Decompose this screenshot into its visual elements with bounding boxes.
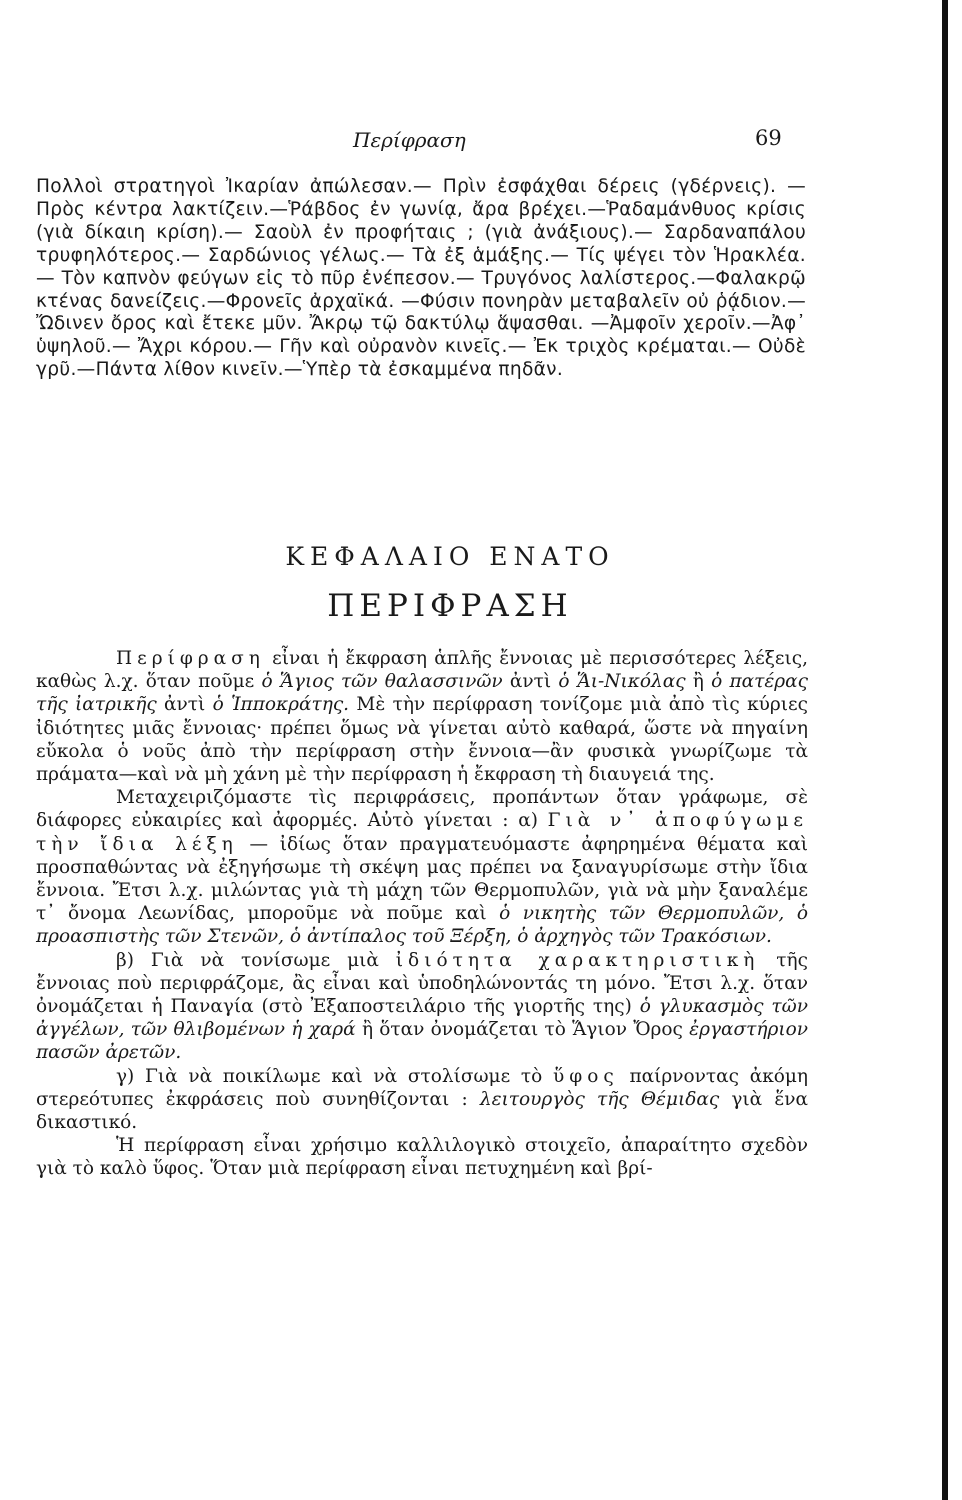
page-edge-shadow	[942, 0, 948, 1500]
text-run: ἀντὶ	[502, 671, 559, 693]
italic-run: ὁ Ἅι-Νικόλας	[558, 671, 686, 693]
text-run: Μὲ τὴν περίφραση τονίζομε μιὰ ἀπὸ τὶς κύριες ἰδιότητες μιᾶς ἔννοιας· πρέπει ὅμως νὰ γίνεται αὐτὸ καθαρά, ὥστε νὰ πηγαίνη εὔκολα ὁ νοῦς ἀπὸ τὴν περίφραση στὴν ἔννοια—ἂν φυσικὰ γνωρίζωμε τὰ πράματα—καὶ νὰ μὴ χάνη μὲ τὴν περίφραση ἡ ἔκφραση τὴ διαυγειά της.	[36, 694, 808, 786]
chapter-label: ΚΕΦΑΛΑΙΟ ΕΝΑΤΟ	[285, 542, 615, 571]
text-run: εἶναι ἡ ἔκφραση ἁπλῆς ἔννοιας μὲ περισσότερες λέξεις, καθὼς λ.χ. ὅταν ποῦμε	[36, 648, 808, 693]
page-number: 69	[755, 126, 782, 150]
spaced-run: ἰδιότητα χαρακτηριστικὴ	[395, 949, 760, 971]
spaced-run: ὕφος	[553, 1065, 619, 1087]
text-run: γιὰ ἕνα δικαστικό.	[36, 1088, 808, 1134]
text-run: — ἰδίως ὅταν πραγματευόμαστε ἀφηρημένα θέματα καὶ προσπαθώντας νὰ ἐξηγήσωμε τὴ σκέψη μας πρέπει να ξαναγυρίσωμε στὴν ἴδια ἔννοια. Ἔτσι λ.χ. μιλώντας γιὰ τὴ μάχη τῶν Θερμοπυλῶν, γιὰ νὰ μὴν ξαναλέμε τ᾽ ὄνομα Λεωνίδας, μποροῦμε νὰ ποῦμε καὶ	[36, 833, 809, 925]
paragraph-beta	[36, 949, 808, 1065]
text-run: β) Γιὰ νὰ τονίσωμε μιὰ	[116, 949, 396, 971]
chapter-title: ΠΕΡΙΦΡΑΣΗ	[327, 588, 573, 624]
text-run: τῆς ἔννοιας ποὺ περιφράζομε, ἂς εἶναι καὶ ὑποδηλώνοντάς τη μόνο. Ἔτσι λ.χ. ὅταν ὀνομάζεται ἡ Παναγία (στὸ Ἐξαποστειλάριο τῆς γιορτῆς της)	[36, 949, 808, 1018]
italic-run: ὁ νικητὴς τῶν Θερμοπυλῶν, ὁ προασπιστὴς τῶν Στενῶν, ὁ ἀντίπαλος τοῦ Ξέρξη, ὁ ἀρχηγὸς τῶν Τρακόσιων.	[36, 903, 808, 948]
italic-run: λειτουργὸς τῆς Θέμιδας	[479, 1088, 720, 1110]
proverbs-list	[36, 176, 806, 382]
text-run: γ) Γιὰ νὰ ποικίλωμε καὶ νὰ στολίσωμε τὸ	[116, 1065, 554, 1087]
page-header	[0, 128, 962, 158]
body-text	[36, 647, 808, 1181]
paragraph-definition	[36, 647, 808, 786]
text-run: ἢ	[685, 671, 712, 693]
italic-run: ὁ Ἅγιος τῶν θαλασσινῶν	[261, 671, 503, 693]
text-run: Ἡ περίφραση εἶναι χρήσιμο καλλιλογικὸ στοιχεῖο, ἀπαραίτητο σχεδὸν γιὰ τὸ καλὸ ὕφος. Ὅταν μιὰ περίφραση εἶναι πετυχημένη καὶ βρί-	[36, 1135, 808, 1180]
italic-run: ὁ Ἱπποκράτης.	[212, 694, 350, 716]
italic-run: ὁ γλυκασμὸς τῶν ἀγγέλων, τῶν θλιβομένων ἡ χαρά	[36, 996, 808, 1041]
proverbs-text: Πολλοὶ στρατηγοὶ Ἰκαρίαν ἀπώλεσαν.— Πρὶν ἐσφάχθαι δέρεις (γδέρνεις). — Πρὸς κέντρα λακτίζειν.—Ῥάβδος ἐν γωνίᾳ, ἄρα βρέχει.—Ῥαδαμάνθυος κρίσις (γιὰ δίκαιη κρίση).— Σαοὺλ ἐν προφήταις ; (γιὰ ἀνάξιους).— Σαρδαναπάλου τρυφηλότερος.— Σαρδώνιος γέλως.— Τὰ ἐξ ἁμάξης.— Τίς ψέγει τὸν Ἡρακλέα.— Τὸν καπνὸν φεύγων εἰς τὸ πῦρ ἐνέπεσον.— Τρυγόνος λαλίστερος.—Φαλακρῷ κτένας δανείζεις.—Φρονεῖς ἀρχαϊκά. —Φύσιν πονηρὰν μεταβαλεῖν οὐ ῥᾴδιον.—Ὤδινεν ὄρος καὶ ἔτεκε μῦν. Ἄκρῳ τῷ δακτύλῳ ἅψασθαι. —Ἀμφοῖν χεροῖν.—Ἀφ᾽ ὑψηλοῦ.— Ἄχρι κόρου.— Γῆν καὶ οὐρανὸν κινεῖς.— Ἐκ τριχὸς κρέμαται.— Οὐδὲ γρῦ.—Πάντα λίθον κινεῖν.—Ὑπὲρ τὰ ἐσκαμμένα πηδᾶν.	[36, 176, 806, 381]
term-periphrasi: Περίφραση	[116, 648, 265, 669]
spaced-run: Γιὰ ν᾽ ἀποφύγωμε τὴν ἴδια λέξη	[36, 810, 808, 855]
paragraph-conclusion	[36, 1134, 808, 1180]
italic-run: ἐργαστήριον πασῶν ἀρετῶν.	[36, 1019, 808, 1064]
text-run: Μεταχειριζόμαστε τὶς περιφράσεις, προπάντων ὅταν γράφωμε, σὲ διάφορες εὐκαιρίες καὶ ἀφορμές. Αὐτὸ γίνεται : α)	[36, 787, 808, 832]
paragraph-gamma	[36, 1065, 808, 1135]
text-run: ἢ ὅταν ὀνομάζεται τὸ Ἅγιον Ὄρος	[355, 1019, 690, 1041]
running-title: Περίφραση	[353, 128, 466, 152]
text-run: παίρνοντας ἀκόμη στερεότυπες ἐκφράσεις ποὺ συνηθίζονται :	[36, 1065, 808, 1110]
italic-run: ὁ πατέρας τῆς ἰατρικῆς	[36, 671, 809, 716]
text-run: ἀντὶ	[156, 694, 213, 716]
paragraph-uses	[36, 786, 808, 948]
